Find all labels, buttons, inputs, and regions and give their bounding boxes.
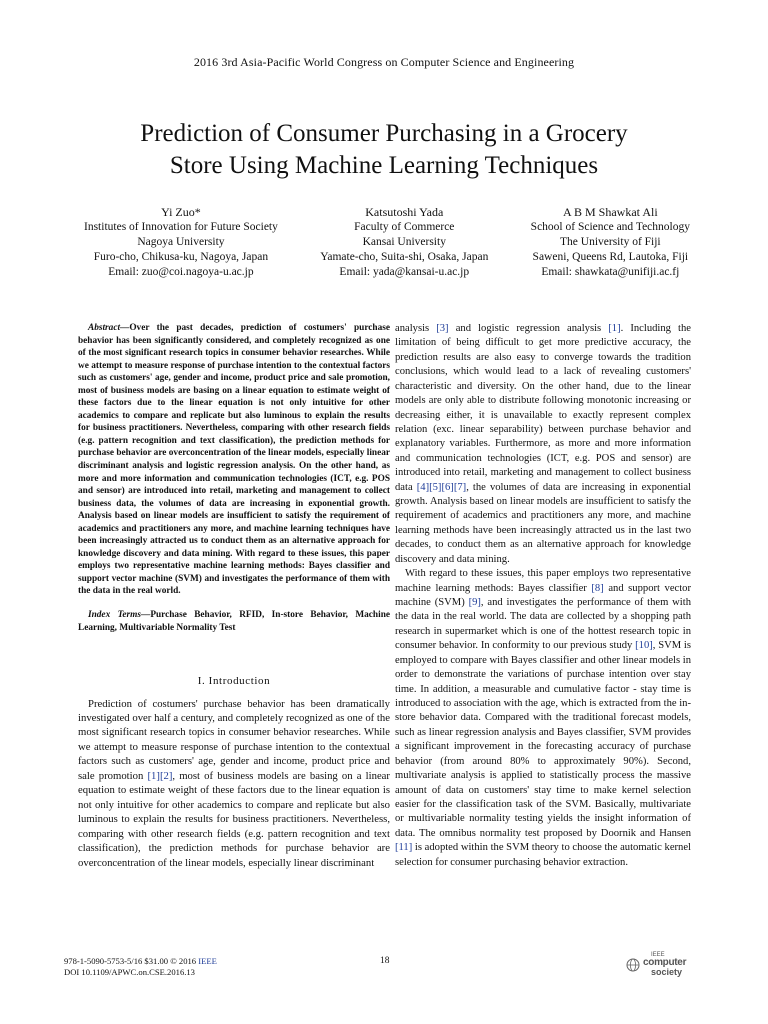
body-text: analysis	[395, 323, 437, 334]
doi-line: DOI 10.1109/APWC.on.CSE.2016.13	[64, 967, 195, 977]
body-text: and support vector machine (SVM)	[395, 582, 691, 609]
author-university: The University of Fiji	[560, 236, 661, 248]
body-text: , and investigates the performance of them with the data in the real world. The data are collected by a shopping path research in supermarket which is one of the hottest research topic in consumer behavior. In conformity to our previous study	[395, 597, 691, 652]
page-number: 18	[380, 956, 390, 966]
abstract-text: —Over the past decades, prediction of costumers' purchase behavior has been significantly considered, and completely recognized as one of the most significant research topics in consumer behavior researches. While we attempt to measure response of purchase intention to the contextual factors such as customers' age, gender and income, product price and sale promotion, most of business models are basing on a linear equation to estimate weight of these factors due to the linear equation is not only intuitive for other academics to compare and replicate but also luminous to explain the results for business practitioners. Nevertheless, comparing with other research fields (e.g. pattern recognition and text classification), the prediction methods for purchase behavior are overconcentration of the linear models, especially linear discriminant analysis and logistic regression analysis. On the other hand, as more and more information and communication technologies (ICT, e.g. POS and sensor) are introduced into retail, marketing and management to collect business data, the volumes of data are increasing in exponential growth. Analysis based on linear models are insufficient to satisfy the requirement of academics and practitioners any more, and machine learning techniques have been increasingly attracted us to conduct them as an alternative approach for knowledge discovery and data mining. With regard to these issues, this paper employs two representative machine learning methods: Bayes classifier and support vector machine (SVM) and investigates the performance of them with the data in the real world.	[78, 323, 390, 597]
author-name: A B M Shawkat Ali	[562, 205, 658, 219]
author-address: Saweni, Queens Rd, Lautoka, Fiji	[532, 251, 689, 263]
author-name: Katsutoshi Yada	[365, 205, 444, 219]
citation-link[interactable]: [6]	[441, 481, 454, 493]
isbn-text: 978-1-5090-5753-5/16 $31.00 © 2016	[64, 956, 199, 966]
citation-link[interactable]: [5]	[429, 481, 442, 493]
body-text: . Including the limitation of being difficult to get more predictive accuracy, the prediction results are also easy to converge towards the tradition conclusions, which would lead to a lack of revealing customers' characteristic and diversity. On the other hand, due to the linear models are only able to distribute following monotonic increasing or decreasing either, it is unavailable to exactly represent complex relation (exc. linear separability) between purchase behavior and explanatory variables. Furthermore, as more and more information and communication technologies (ICT, e.g. POS and sensor) are introduced into retail, marketing and management to collect business data	[395, 323, 691, 493]
body-text: , the volumes of data are increasing in exponential growth. Analysis based on linear models are insufficient to satisfy the requirement of academics and practitioners any more, and machine learning methods have been increasingly attracted us in the last two decades, to conduct them as an alternative approach for knowledge discovery and data mining.	[395, 481, 692, 565]
author-affiliation: Faculty of Commerce	[354, 221, 455, 233]
title-line-2: Store Using Machine Learning Techniques	[169, 152, 599, 179]
citation-link[interactable]: [1]	[608, 323, 621, 334]
index-terms-label: Index Terms	[88, 610, 142, 621]
logo-ieee-text: IEEE	[651, 952, 665, 958]
author-3	[531, 205, 690, 280]
author-1	[84, 205, 278, 280]
author-address: Furo-cho, Chikusa-ku, Nagoya, Japan	[93, 251, 269, 263]
citation-link[interactable]: [11]	[395, 842, 413, 854]
paper-title	[60, 118, 708, 182]
abstract	[78, 322, 390, 598]
author-address: Yamate-cho, Suita-shi, Osaka, Japan	[320, 251, 489, 263]
body-text: is adopted within the SVM theory to choose the automatic kernel selection for consumer purchasing behavior extraction.	[395, 842, 691, 868]
author-name: Yi Zuo*	[161, 205, 201, 219]
logo-computer-text: computer	[643, 957, 687, 968]
citation-link[interactable]: [2]	[159, 769, 173, 782]
right-column	[395, 322, 691, 870]
citation-link[interactable]: [1]	[147, 769, 160, 782]
citation-link[interactable]: [8]	[591, 582, 604, 594]
author-affiliation: Institutes of Innovation for Future Society	[84, 221, 278, 233]
section-heading: I. Introduction	[197, 675, 271, 688]
footer-info	[64, 956, 217, 978]
citation-link[interactable]: [10]	[635, 640, 653, 652]
author-block	[84, 205, 690, 280]
title-line-1: Prediction of Consumer Purchasing in a Grocery	[140, 120, 628, 147]
ieee-computer-society-logo	[626, 952, 696, 982]
author-email[interactable]: Email: yada@kansai-u.ac.jp	[339, 266, 470, 278]
body-text: and logistic regression analysis	[448, 323, 609, 334]
conference-header: 2016 3rd Asia-Pacific World Congress on Computer Science and Engineering	[193, 55, 575, 69]
citation-link[interactable]: [7]	[453, 481, 467, 493]
index-terms	[78, 609, 390, 634]
citation-link[interactable]: [4]	[416, 481, 430, 493]
citation-link[interactable]: [9]	[468, 597, 481, 609]
intro-paragraph-continued	[395, 322, 691, 567]
intro-paragraph	[78, 697, 390, 870]
ieee-link[interactable]: IEEE	[198, 956, 217, 966]
isbn-line	[64, 956, 217, 967]
body-text: , most of business models are basing on a linear equation to estimate weight of these factors due to the linear equation is not only intuitive for other academics to compare and replicate but also luminous to explain the results for business practitioners. Nevertheless, comparing with other research fields (e.g. pattern recognition and text classification), the prediction methods for purchase behavior are overconcentration of the linear models, especially linear discriminant	[78, 769, 390, 869]
author-university: Nagoya University	[137, 236, 225, 248]
author-2	[320, 205, 488, 280]
body-text: , SVM is employed to compare with Bayes classifier and other linear models in order to demonstrate the variations of purchase intention over stay time. In addition, a measurable and cumulative factor - stay time is introduced to association with the age, which is extracted from the in-store behavior data. Compared with the traditional forecast models, such as linear regression analysis and Bayes classifier, SVM provides a significant improvement in the forecasting accuracy of purchase behavior (from around 80% to approximately 90%). Second, multivariate analysis is applied to statistically process the massive amount of data on customers' stay time to make kernel selection easier for the classification task of the SVM. Basically, multivariate or multivariable normality testing yields the insight information of data. The omnibus normality test proposed by Doornik and Hansen	[395, 640, 691, 839]
author-email[interactable]: Email: zuo@coi.nagoya-u.ac.jp	[108, 266, 254, 278]
abstract-label: Abstract	[88, 323, 121, 333]
body-text: With regard to these issues, this paper employs two representative machine learning methods: Bayes classifier	[395, 568, 691, 594]
index-terms-text: —Purchase Behavior, RFID, In-store Behavior, Machine Learning, Multivariable Normality Test	[78, 610, 390, 633]
author-affiliation: School of Science and Technology	[530, 221, 690, 233]
citation-link[interactable]: [3]	[436, 323, 449, 334]
globe-icon	[626, 958, 640, 972]
logo-society-text: society	[651, 967, 683, 977]
left-column	[78, 322, 390, 870]
author-university: Kansai University	[362, 236, 446, 248]
body-text: Prediction of costumers' purchase behavior has been dramatically investigated over half a century, and completely recognized as one of the most significant research topics in consumer behavior researches. While we attempt to measure response of purchase intention to the contextual factors such as customers' age, gender and income, product price and sale promotion	[78, 697, 390, 782]
author-email[interactable]: Email: shawkata@unifiji.ac.fj	[541, 266, 680, 278]
intro-paragraph-2	[395, 567, 691, 870]
